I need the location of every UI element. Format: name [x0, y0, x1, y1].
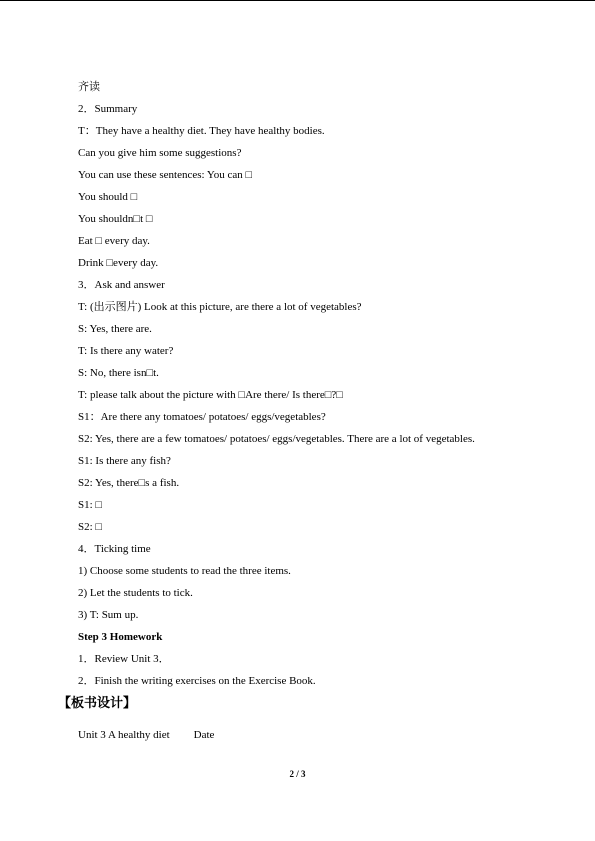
text-line-s1-any-fish: S1: Is there any fish?: [78, 455, 171, 467]
text-line-s2-blank: S2: □: [78, 521, 103, 533]
text-line-s1-blank: S1: □: [78, 499, 103, 511]
text-line-s2-a-few-tomatoes: S2: Yes, there are a few tomatoes/ potatoes/ eggs/vegetables. There are a lot of vegetables.: [78, 433, 475, 445]
page-number: 2 / 3: [289, 769, 306, 779]
text-line-yes-there-are: S: Yes, there are.: [78, 323, 152, 335]
text-line-summary: 2．Summary: [78, 103, 138, 115]
text-line-talk-about-picture: T: please talk about the picture with □Are there/ Is there□?□: [78, 389, 343, 401]
board-date-label: Date: [193, 729, 215, 741]
text-line-finish-exercises: 2．Finish the writing exercises on the Exercise Book.: [78, 675, 316, 687]
text-line-teacher-healthy-diet: T：They have a healthy diet. They have healthy bodies.: [78, 125, 325, 137]
text-line-you-shouldnt: You shouldn□t □: [78, 213, 153, 225]
text-line-drink-every-day: Drink □every day.: [78, 257, 159, 269]
text-line-ask-and-answer: 3．Ask and answer: [78, 279, 165, 291]
text-line-use-sentences: You can use these sentences: You can □: [78, 169, 253, 181]
text-line-read-together: 齐读: [78, 81, 100, 93]
text-line-suggestions: Can you give him some suggestions?: [78, 147, 242, 159]
board-unit-title: Unit 3 A healthy diet: [78, 729, 170, 741]
text-line-s1-any-tomatoes: S1：Are there any tomatoes/ potatoes/ eggs/vegetables?: [78, 411, 326, 423]
board-design-heading: 【板书设计】: [58, 696, 137, 711]
text-line-s2-a-fish: S2: Yes, there□s a fish.: [78, 477, 180, 489]
step-3-homework-heading: Step 3 Homework: [78, 631, 163, 643]
text-line-no-there-isnt: S: No, there isn□t.: [78, 367, 159, 379]
text-line-let-students-tick: 2) Let the students to tick.: [78, 587, 193, 599]
text-line-review-unit: 1．Review Unit 3．: [78, 653, 170, 665]
text-line-ticking-time: 4．Ticking time: [78, 543, 151, 555]
text-line-sum-up: 3) T: Sum up.: [78, 609, 139, 621]
text-line-any-water: T: Is there any water?: [78, 345, 174, 357]
text-line-you-should: You should □: [78, 191, 138, 203]
text-line-look-at-picture: T: (出示图片) Look at this picture, are there a lot of vegetables?: [78, 301, 362, 313]
text-line-eat-every-day: Eat □ every day.: [78, 235, 150, 247]
board-content-line: [78, 728, 214, 742]
text-line-choose-students: 1) Choose some students to read the three items.: [78, 565, 291, 577]
